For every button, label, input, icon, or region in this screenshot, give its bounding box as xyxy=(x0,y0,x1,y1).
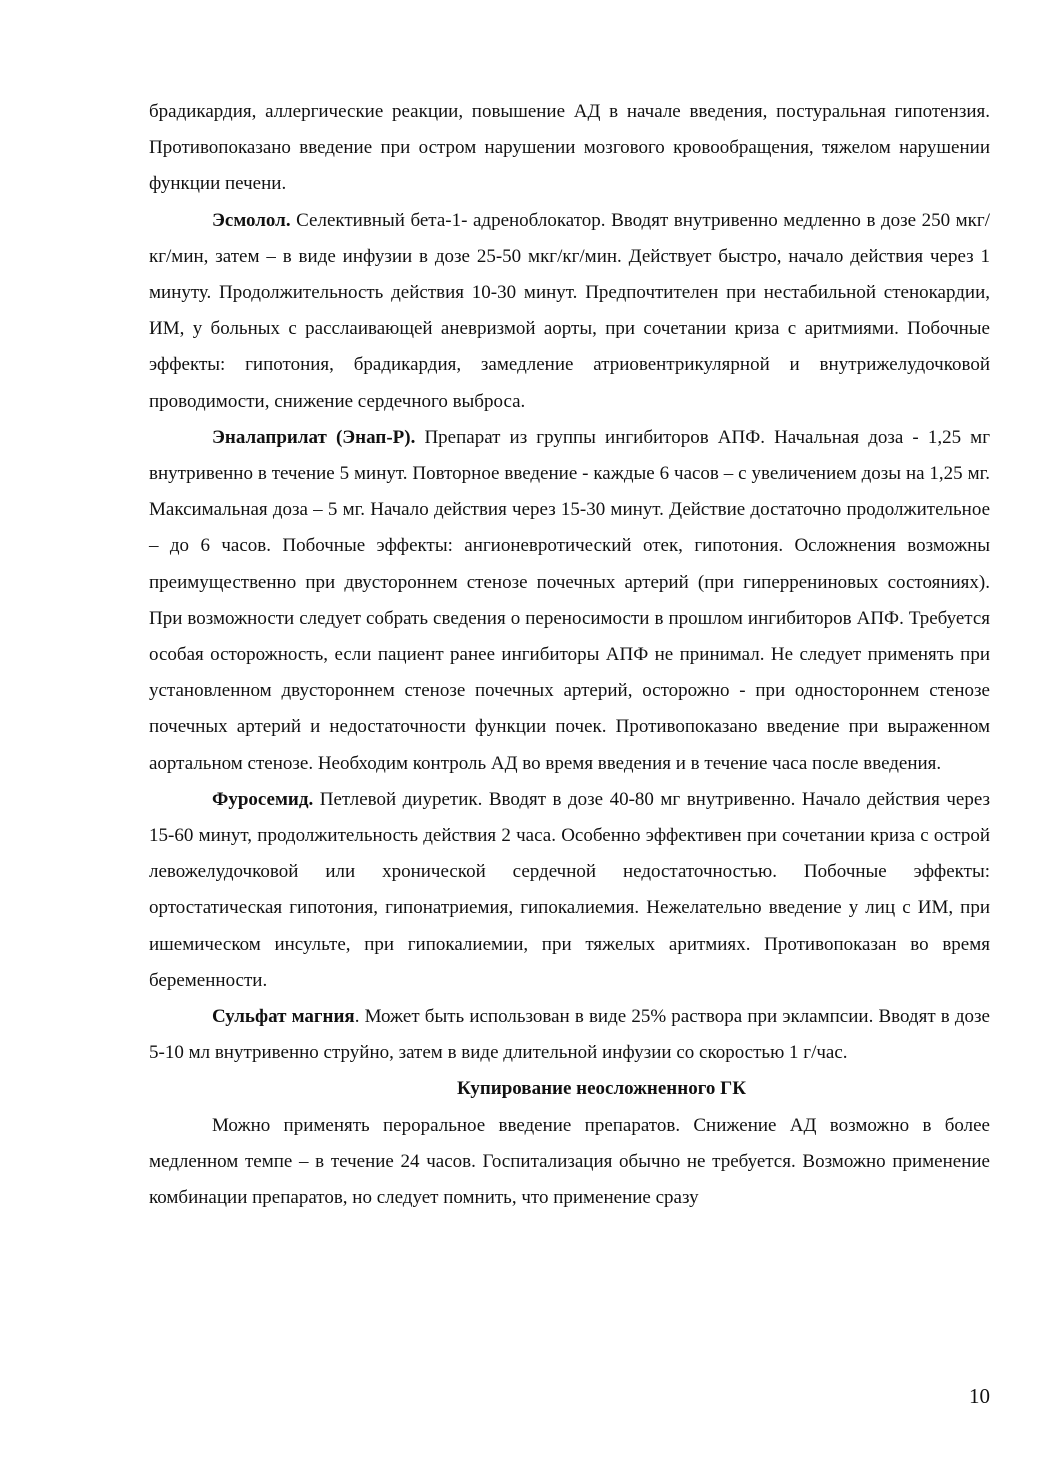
paragraph-esmolol xyxy=(149,203,990,420)
section-heading: Купирование неосложненного ГК xyxy=(457,1078,746,1100)
paragraph-text: Препарат из группы ингибиторов АПФ. Начальная доза - 1,25 мг внутривенно в течение 5 минут. Повторное введение - каждые 6 часов – с увеличением дозы на 1,25 мг. Максимальная доза – 5 мг. Начало действия через 15-30 минут. Действие достаточно продолжительное – до 6 часов. Побочные эффекты: ангионевротический отек, гипотония. Осложнения возможны преимущественно при двустороннем стенозе почечных артерий (при гиперрениновых состояниях). При возможности следует собрать сведения о переносимости в прошлом ингибиторов АПФ. Требуется особая осторожность, если пациент ранее ингибиторы АПФ не принимал. Не следует применять при установленном двустороннем стенозе почечных артерий, осторожно - при одностороннем стенозе почечных артерий и недостаточности функции почек. Противопоказано введение при выраженном аортальном стенозе. Необходим контроль АД во время введения и в течение часа после введения. xyxy=(149,426,990,774)
paragraph-text: Можно применять пероральное введение препаратов. Снижение АД возможно в более медленном темпе – в течение 24 часов. Госпитализация обычно не требуется. Возможно применение комбинации препаратов, но следует помнить, что применение сразу xyxy=(149,1114,990,1209)
paragraph-continuation xyxy=(149,94,990,203)
paragraph-text: Селективный бета-1- адреноблокатор. Вводят внутривенно медленно в дозе 250 мкг/кг/мин, затем – в виде инфузии в дозе 25-50 мкг/кг/мин. Действует быстро, начало действия через 1 минуту. Продолжительность действия 10-30 минут. Предпочтителен при нестабильной стенокардии, ИМ, у больных с расслаивающей аневризмой аорты, при сочетании криза с аритмиями. Побочные эффекты: гипотония, брадикардия, замедление атриовентрикулярной и внутрижелудочковой проводимости, снижение сердечного выброса. xyxy=(149,209,990,412)
paragraph-text: Петлевой диуретик. Вводят в дозе 40-80 мг внутривенно. Начало действия через 15-60 минут, продолжительность действия 2 часа. Особенно эффективен при сочетании криза с острой левожелудочковой или хронической сердечной недостаточностью. Побочные эффекты: ортостатическая гипотония, гипонатриемия, гипокалиемия. Нежелательно введение у лиц с ИМ, при ишемическом инсульте, при гипокалиемии, при тяжелых аритмиях. Противопоказан во время беременности. xyxy=(149,788,990,991)
paragraph-enalaprilat xyxy=(149,420,990,782)
paragraph-furosemide xyxy=(149,782,990,999)
paragraph-magnesium-sulfate xyxy=(149,999,990,1071)
drug-name-furosemide: Фуросемид. xyxy=(212,788,314,810)
paragraph-text: . Может быть использован в виде 25% раствора при эклампсии. Вводят в дозе 5-10 мл внутривенно струйно, затем в виде длительной инфузии со скоростью 1 г/час. xyxy=(149,1006,990,1064)
drug-name-magnesium-sulfate: Сульфат магния xyxy=(212,1006,355,1028)
paragraph-section-intro xyxy=(149,1108,990,1217)
drug-name-esmolol: Эсмолол. xyxy=(212,209,291,231)
page-number: 10 xyxy=(969,1384,990,1408)
page-body xyxy=(149,94,990,1216)
paragraph-text: брадикардия, аллергические реакции, повышение АД в начале введения, постуральная гипотензия. Противопоказано введение при остром нарушении мозгового кровообращения, тяжелом нарушении функции печени. xyxy=(149,101,990,195)
drug-name-enalaprilat: Эналаприлат (Энап-Р). xyxy=(212,426,416,448)
